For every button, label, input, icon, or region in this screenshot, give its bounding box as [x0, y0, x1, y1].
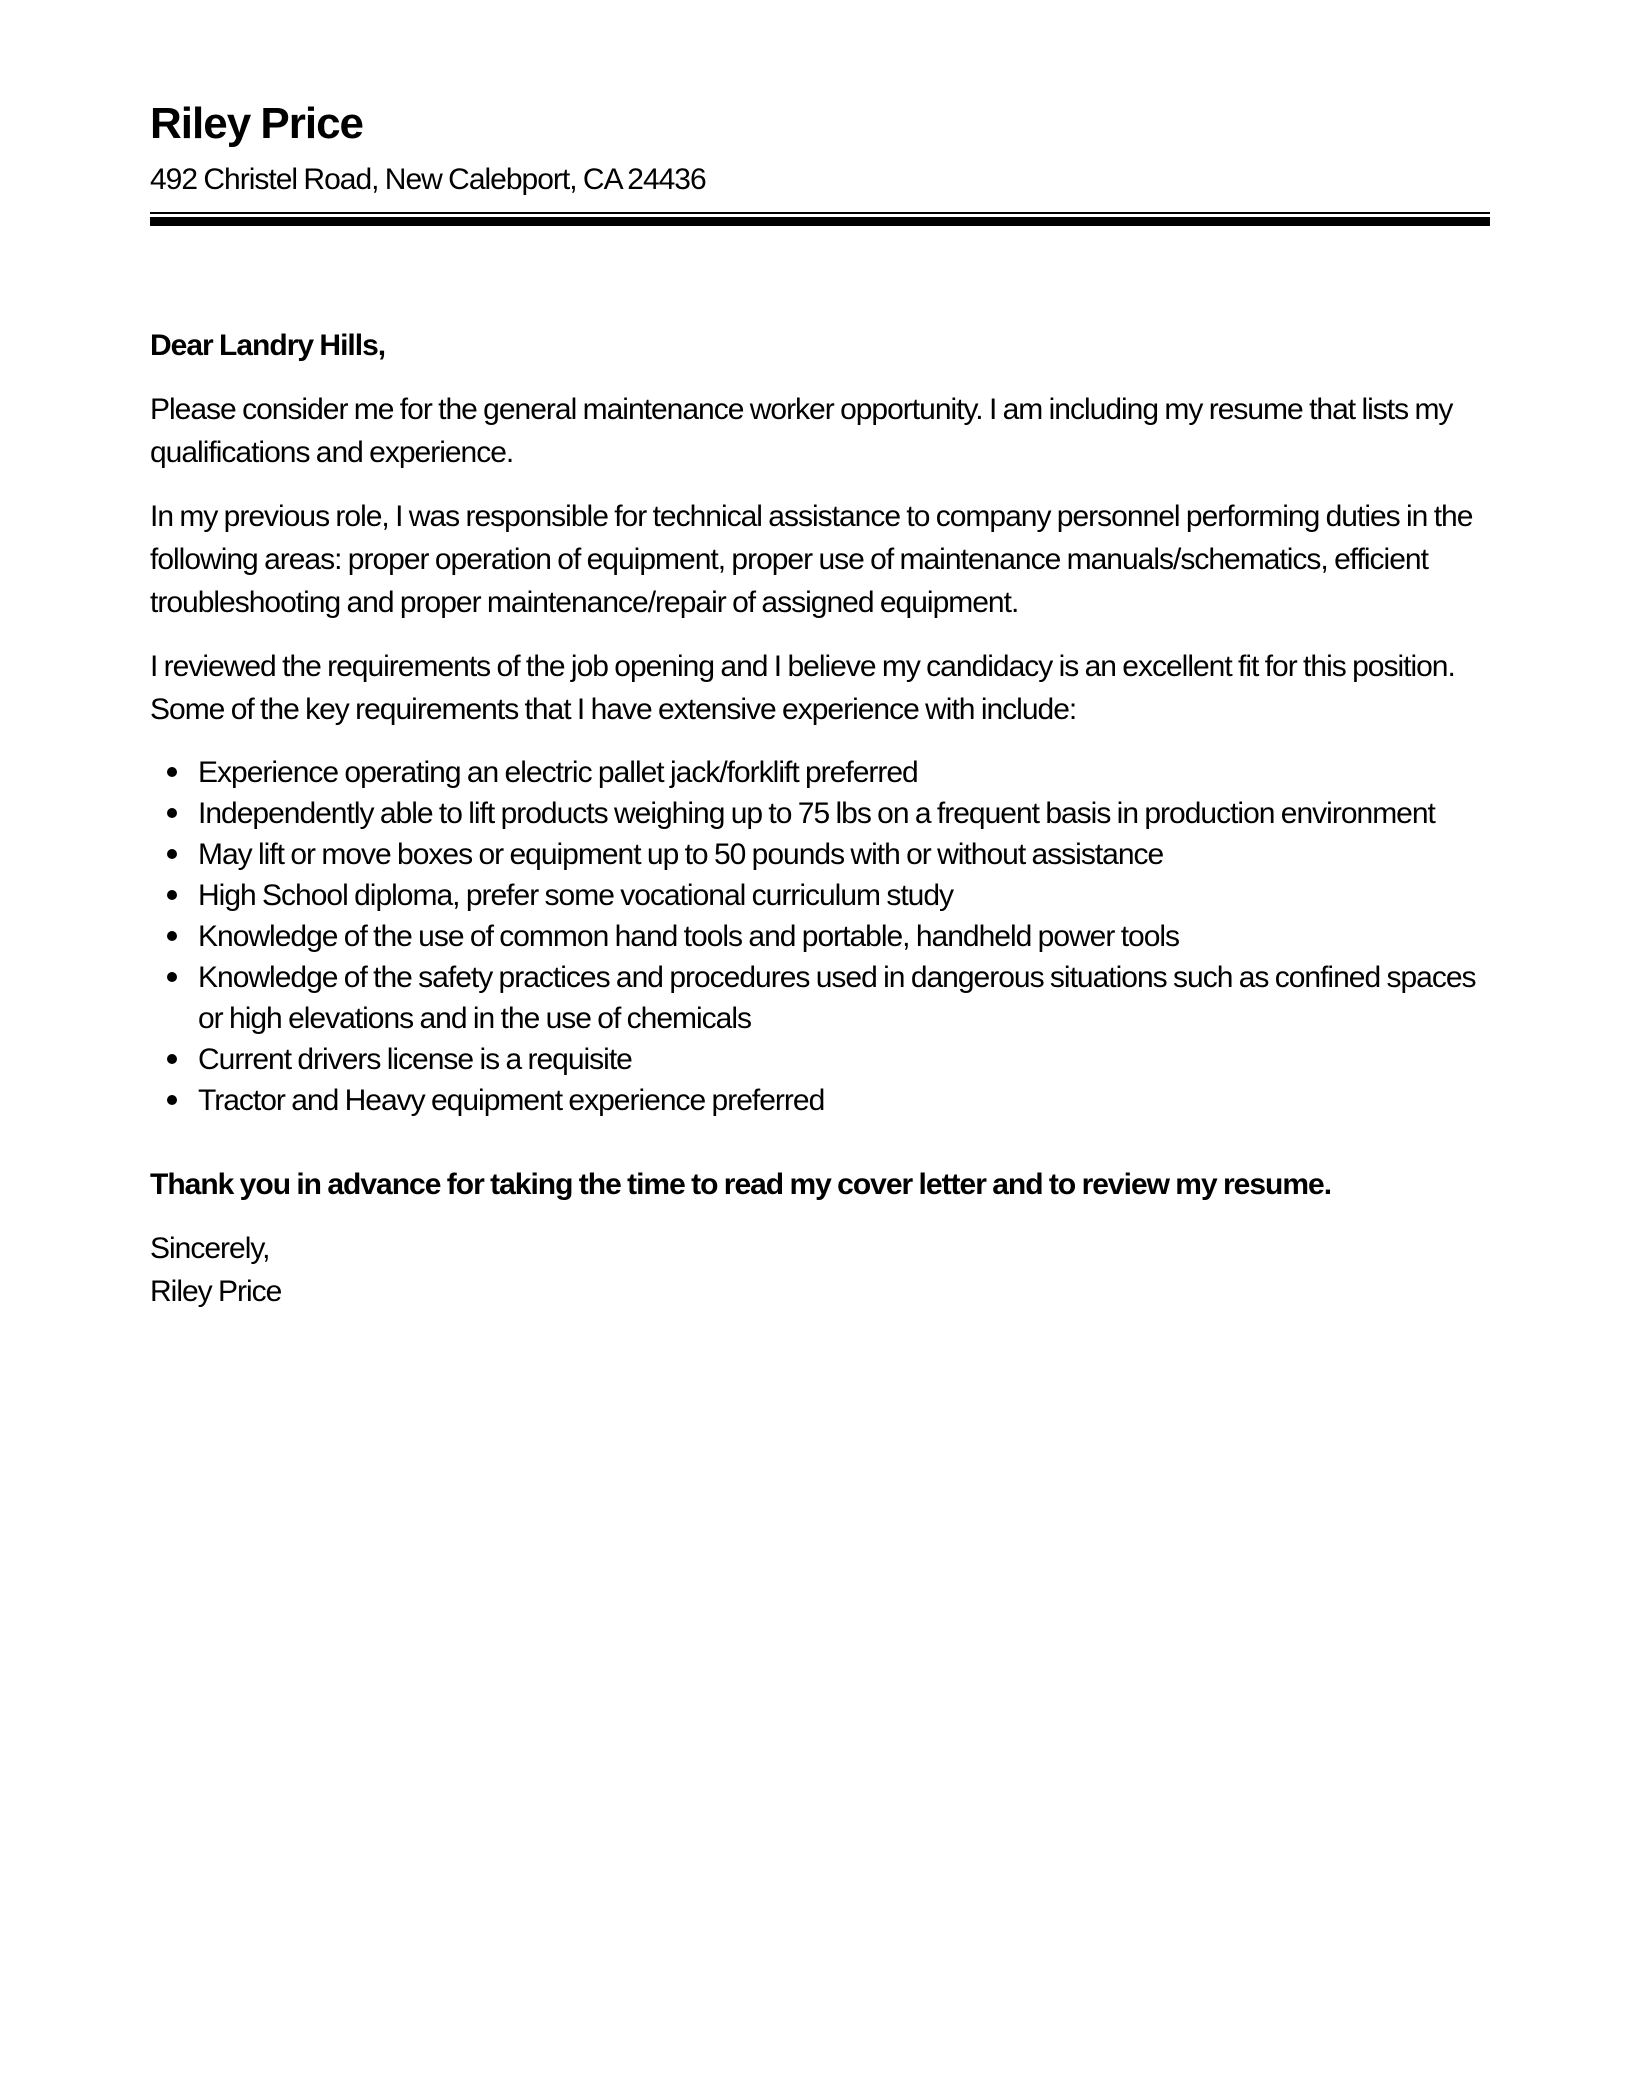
requirement-item: Knowledge of the safety practices and procedures used in dangerous situations such as confined spaces or high elevations and in the use of chemicals: [150, 957, 1490, 1039]
header-rule-thin: [150, 212, 1490, 214]
requirement-item: Experience operating an electric pallet jack/forklift preferred: [150, 752, 1490, 793]
signature: Riley Price: [150, 1275, 282, 1308]
letter-body: [150, 324, 1490, 1313]
requirement-item: May lift or move boxes or equipment up to 50 pounds with or without assistance: [150, 834, 1490, 875]
requirement-item: High School diploma, prefer some vocational curriculum study: [150, 875, 1490, 916]
header-rule-thick: [150, 217, 1490, 226]
sender-name: Riley Price: [150, 99, 364, 148]
sign-off: Sincerely,: [150, 1232, 270, 1265]
paragraph-intro: Please consider me for the general maintenance worker opportunity. I am including my resume that lists my qualifications and experience.: [150, 393, 1453, 469]
requirement-item: Knowledge of the use of common hand tools and portable, handheld power tools: [150, 916, 1490, 957]
requirement-item: Tractor and Heavy equipment experience preferred: [150, 1080, 1490, 1121]
sender-address: 492 Christel Road, New Calebport, CA 24436: [150, 163, 706, 196]
paragraph-previous-role: In my previous role, I was responsible for technical assistance to company personnel performing duties in the following areas: proper operation of equipment, proper use of maintenance manuals/schematics, efficient troubleshooting and proper maintenance/repair of assigned equipment.: [150, 500, 1473, 619]
sign-off-block: [150, 1227, 1490, 1313]
closing-emphasis: Thank you in advance for taking the time to read my cover letter and to review my resume.: [150, 1168, 1332, 1201]
paragraph-requirements-lead: I reviewed the requirements of the job opening and I believe my candidacy is an excellent fit for this position. Some of the key requirements that I have extensive experience with include:: [150, 650, 1455, 726]
requirement-item: Independently able to lift products weighing up to 75 lbs on a frequent basis in production environment: [150, 793, 1490, 834]
letter-header: [150, 98, 1490, 226]
greeting: Dear Landry Hills,: [150, 329, 386, 362]
requirement-item: Current drivers license is a requisite: [150, 1039, 1490, 1080]
requirements-list: [150, 752, 1490, 1121]
